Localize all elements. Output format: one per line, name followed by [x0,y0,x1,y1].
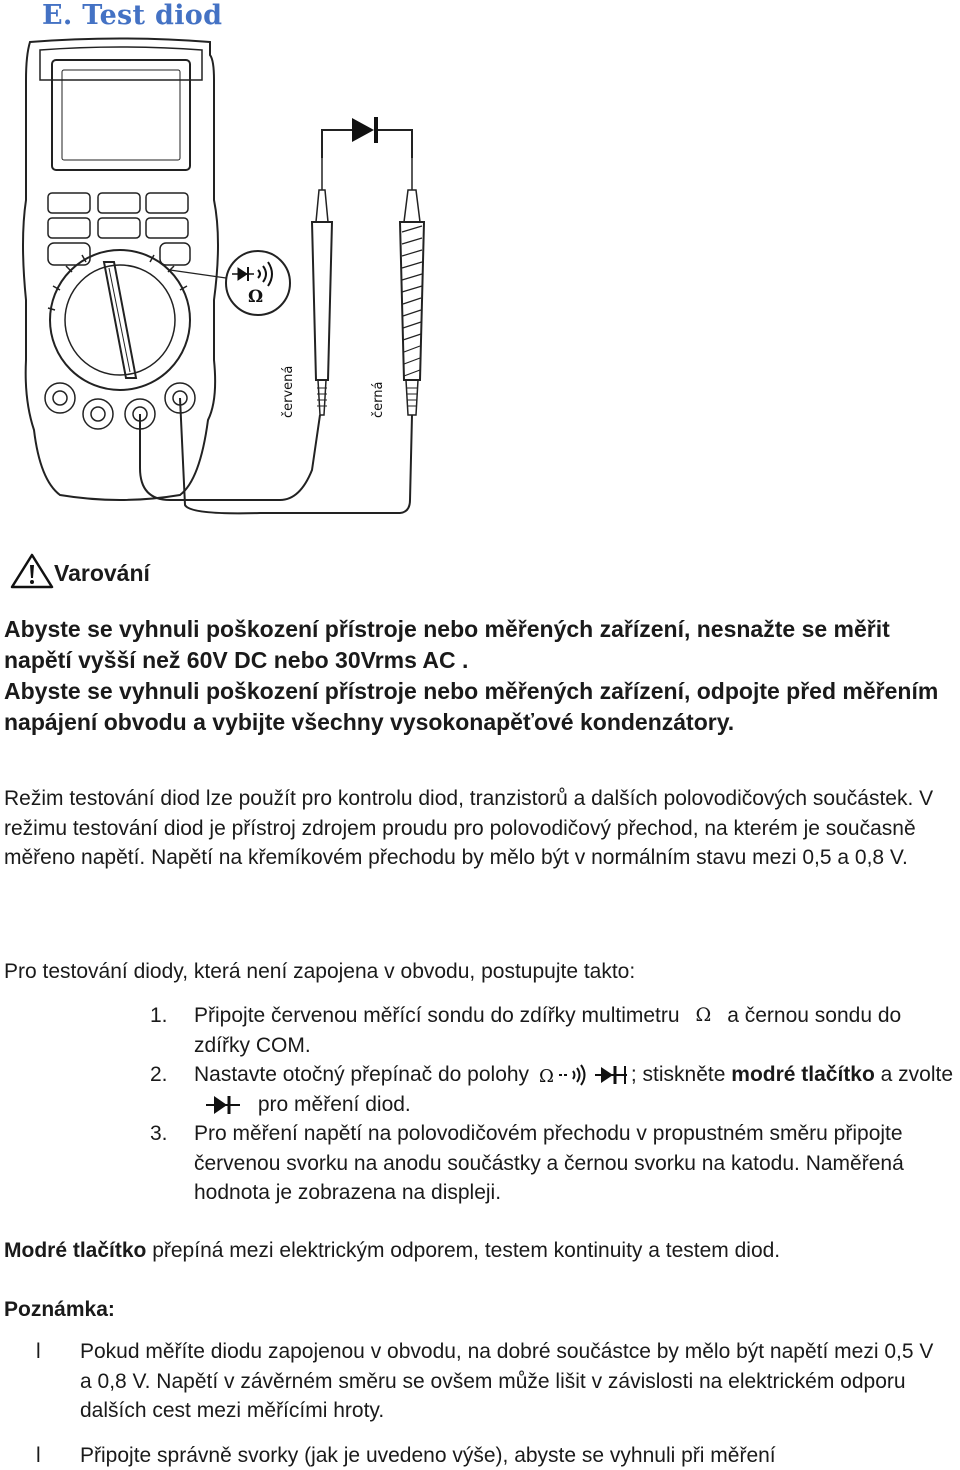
multimeter-display [52,60,190,170]
step-2-bold: modré tlačítko [731,1063,875,1086]
step-2-number: 2. [150,1060,194,1119]
blue-button-bold: Modré tlačítko [4,1239,146,1262]
section-heading: E. Test diod [42,0,222,31]
step-2-text-b: ; stiskněte [631,1063,726,1086]
diode-continuity-icon [232,262,272,286]
step-1-text-a: Připojte červenou měřící sondu do zdířky multimetru [194,1004,680,1027]
procedure-title: Pro testování diody, která není zapojena v obvodu, postupujte takto: [4,957,959,987]
note-bullet-2: Připojte správně svorky (jak je uvedeno výše), abyste se vyhnuli při měření [80,1441,936,1470]
bullet-mark: l [36,1337,80,1426]
red-probe [312,158,332,415]
step-3 [150,1119,955,1208]
blue-button-paragraph [4,1236,959,1266]
ohm-continuity-diode-icon [535,1063,631,1087]
list-item [36,1337,936,1426]
list-item [36,1441,936,1470]
step-1 [150,1001,955,1060]
warning-text-1: Abyste se vyhnuli poškození přístroje nebo měřených zařízení, nesnažte se měřit napětí vyšší než 60V DC nebo 30Vrms AC . [4,614,954,676]
warning-title: Varování [54,560,150,587]
procedure-steps [150,1001,955,1208]
black-probe [400,158,424,415]
intro-paragraph: Režim testování diod lze použít pro kontrolu diod, tranzistorů a dalších polovodičových součástek. V režimu testování diod je přístroj zdrojem proudu pro polovodičový přechod, na kterém je současně měřeno napětí. Napětí na křemíkovém přechodu by mělo být v normálním stavu mezi 0,5 a 0,8 V. [4,784,959,873]
black-probe-label: černá [371,382,386,418]
diode-icon [200,1093,246,1117]
blue-button-text: přepíná mezi elektrickým odporem, testem kontinuity a testem diod. [152,1239,780,1262]
note-bullets [36,1337,936,1470]
step-1-text-b: a černou sondu do zdířky COM. [194,1004,901,1057]
warning-text-2: Abyste se vyhnuli poškození přístroje nebo měřených zařízení, odpojte před měřením napájení obvodu a vybijte všechny vysokonapěťové kondenzátory. [4,676,954,738]
step-2-text-c: a zvolte [881,1063,953,1086]
note-bullet-1: Pokud měříte diodu zapojenou v obvodu, na dobré součástce by mělo být napětí mezi 0,5 V a 0,8 V. Napětí v závěrném směru se ovšem může lišit v závislosti na elektrickém odporu dalších cest mezi měřícími hroty. [80,1337,936,1426]
ohm-label: Ω [248,287,263,307]
multimeter-buttons [48,193,190,265]
red-lead-wire [140,414,320,500]
step-3-number: 3. [150,1119,194,1208]
multimeter-diode-test-diagram [0,30,520,530]
step-3-text: Pro měření napětí na polovodičovém přechodu v propustném směru připojte červenou svorku na anodu součástky a černou svorku na katodu. Naměřená hodnota je zobrazena na displeji. [194,1119,955,1208]
step-2 [150,1060,955,1119]
diode-symbol [352,117,376,143]
step-2-text-a: Nastavte otočný přepínač do polohy [194,1063,529,1086]
warning-triangle-icon [10,552,54,590]
bullet-mark: l [36,1441,80,1470]
step-2-text-d: pro měření diod. [258,1093,411,1116]
warning-title-row [10,552,150,590]
note-title: Poznámka: [4,1295,959,1325]
step-1-number: 1. [150,1001,194,1060]
ohm-icon: Ω [685,1001,721,1031]
diode-leads [322,130,412,158]
red-probe-label: červená [281,366,296,418]
svg-text:Ω: Ω [539,1066,554,1087]
